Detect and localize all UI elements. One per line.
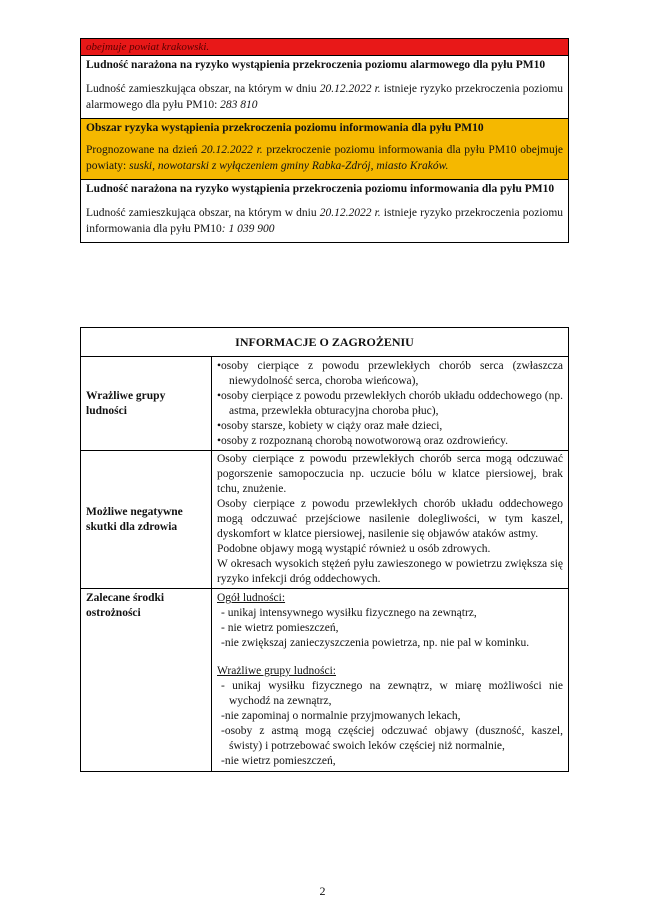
list-item: -nie zwiększaj zanieczyszczenia powietrza, np. nie pal w kominku. (221, 637, 530, 649)
effects-paragraph: Podobne objawy mogą wystąpić również u osób zdrowych. (217, 543, 491, 555)
sensitive-groups-label-text: Wrażliwe grupy ludności (86, 389, 166, 417)
alarm-pop-text-2: istnieje ryzyko przekroczenia poziomu alarmowego dla pyłu PM10: (86, 83, 564, 111)
list-item: - unikaj wysiłku fizycznego na zewnątrz, w miarę możliwości nie wychodź na zewnątrz, (221, 680, 563, 707)
health-effects-label-text: Możliwe negatywne skutki dla zdrowia (86, 505, 183, 533)
info-area-text-1: Prognozowane na dzień (86, 144, 198, 156)
effects-paragraph: W okresach wysokich stężeń pyłu zawieszonego w powietrzu zwiększa się ryzyko infekcji dróg oddechowych. (217, 558, 563, 585)
list-item: - unikaj intensywnego wysiłku fizycznego na zewnątrz, (221, 607, 477, 619)
precautions-label-text: Zalecane środki ostrożności (86, 592, 165, 619)
threat-info-title: INFORMACJE O ZAGROŻENIU (81, 328, 568, 357)
info-pop-text-2: istnieje ryzyko przekroczenia poziomu informowania dla pyłu PM10 (86, 207, 564, 235)
list-item: -osoby z astmą mogą częściej odczuwać objawy (duszność, kaszel, świsty) i potrzebować swoich leków częściej niż normalnie, (221, 725, 563, 752)
alarm-pop-date: 20.12.2022 r. (319, 83, 381, 95)
precautions-label (81, 589, 212, 771)
alarm-population-text (86, 73, 563, 118)
list-item: -nie wietrz pomieszczeń, (221, 755, 336, 767)
info-area-section (81, 118, 568, 179)
info-population-heading: Ludność narażona na ryzyko wystąpienia przekroczenia poziomu informowania dla pyłu PM10 (86, 183, 555, 195)
info-area-text-2: przekroczenie poziomu informowania dla pyłu PM10 obejmuje powiaty: (86, 144, 564, 172)
health-effects-text (212, 451, 568, 588)
page-number: 2 (319, 884, 326, 898)
threat-info-table (80, 327, 569, 772)
info-pop-value: : 1 039 900 (221, 223, 275, 235)
list-item: •osoby z rozpoznaną chorobą nowotworową oraz ozdrowieńcy. (217, 435, 508, 447)
table-row (81, 588, 568, 771)
list-item: •osoby starsze, kobiety w ciąży oraz małe dzieci, (217, 420, 443, 432)
table-row (81, 357, 568, 450)
alarm-population-heading: Ludność narażona na ryzyko wystąpienia przekroczenia poziomu alarmowego dla pyłu PM10 (86, 59, 546, 71)
info-pop-text-1: Ludność zamieszkująca obszar, na którym w dniu (86, 207, 317, 219)
table-row (81, 450, 568, 588)
spacer (217, 651, 563, 664)
alarm-population-section (81, 55, 568, 118)
alarm-pop-value: 283 810 (220, 99, 258, 111)
info-area-heading: Obszar ryzyka wystąpienia przekroczenia poziomu informowania dla pyłu PM10 (86, 122, 484, 134)
list-item: - nie wietrz pomieszczeń, (221, 622, 339, 634)
sensitive-population-heading: Wrażliwe grupy ludności: (217, 665, 336, 677)
info-population-text (86, 197, 563, 242)
list-item: •osoby cierpiące z powodu przewlekłych chorób serca (zwłaszcza niewydolność serca, choroba wieńcowa), (217, 360, 563, 387)
general-population-heading: Ogół ludności: (217, 592, 286, 604)
precautions-text (212, 589, 568, 771)
list-item: -nie zapominaj o normalnie przyjmowanych lekach, (221, 710, 461, 722)
effects-paragraph: Osoby cierpiące z powodu przewlekłych chorób układu oddechowego mogą odczuwać przejściowe nasilenie dolegliwości, w tym kaszel, dyskomfort w klatce piersiowej, nasilenie się objawów ataków astmy. (217, 498, 563, 540)
info-area-text (86, 136, 563, 179)
sensitive-groups-label (81, 357, 212, 450)
alert-box (80, 38, 569, 243)
info-area-date: 20.12.2022 r. (201, 144, 263, 156)
effects-paragraph: Osoby cierpiące z powodu przewlekłych chorób serca mogą odczuwać pogorszenie samopoczucia np. uczucie bólu w klatce piersiowej, brak tchu, znużenie. (217, 453, 563, 495)
sensitive-groups-list (212, 357, 568, 450)
info-pop-date: 20.12.2022 r. (319, 207, 381, 219)
health-effects-label (81, 451, 212, 588)
info-population-section (81, 179, 568, 242)
info-area-places: suski, nowotarski z wyłączeniem gminy Rabka-Zdrój, miasto Kraków. (129, 160, 449, 172)
alarm-pop-text-1: Ludność zamieszkująca obszar, na którym w dniu (86, 83, 317, 95)
alarm-area-tail: obejmuje powiat krakowski. (81, 39, 568, 55)
list-item: •osoby cierpiące z powodu przewlekłych chorób układu oddechowego (np. astma, przewlekła obturacyjna choroba płuc), (217, 390, 563, 417)
